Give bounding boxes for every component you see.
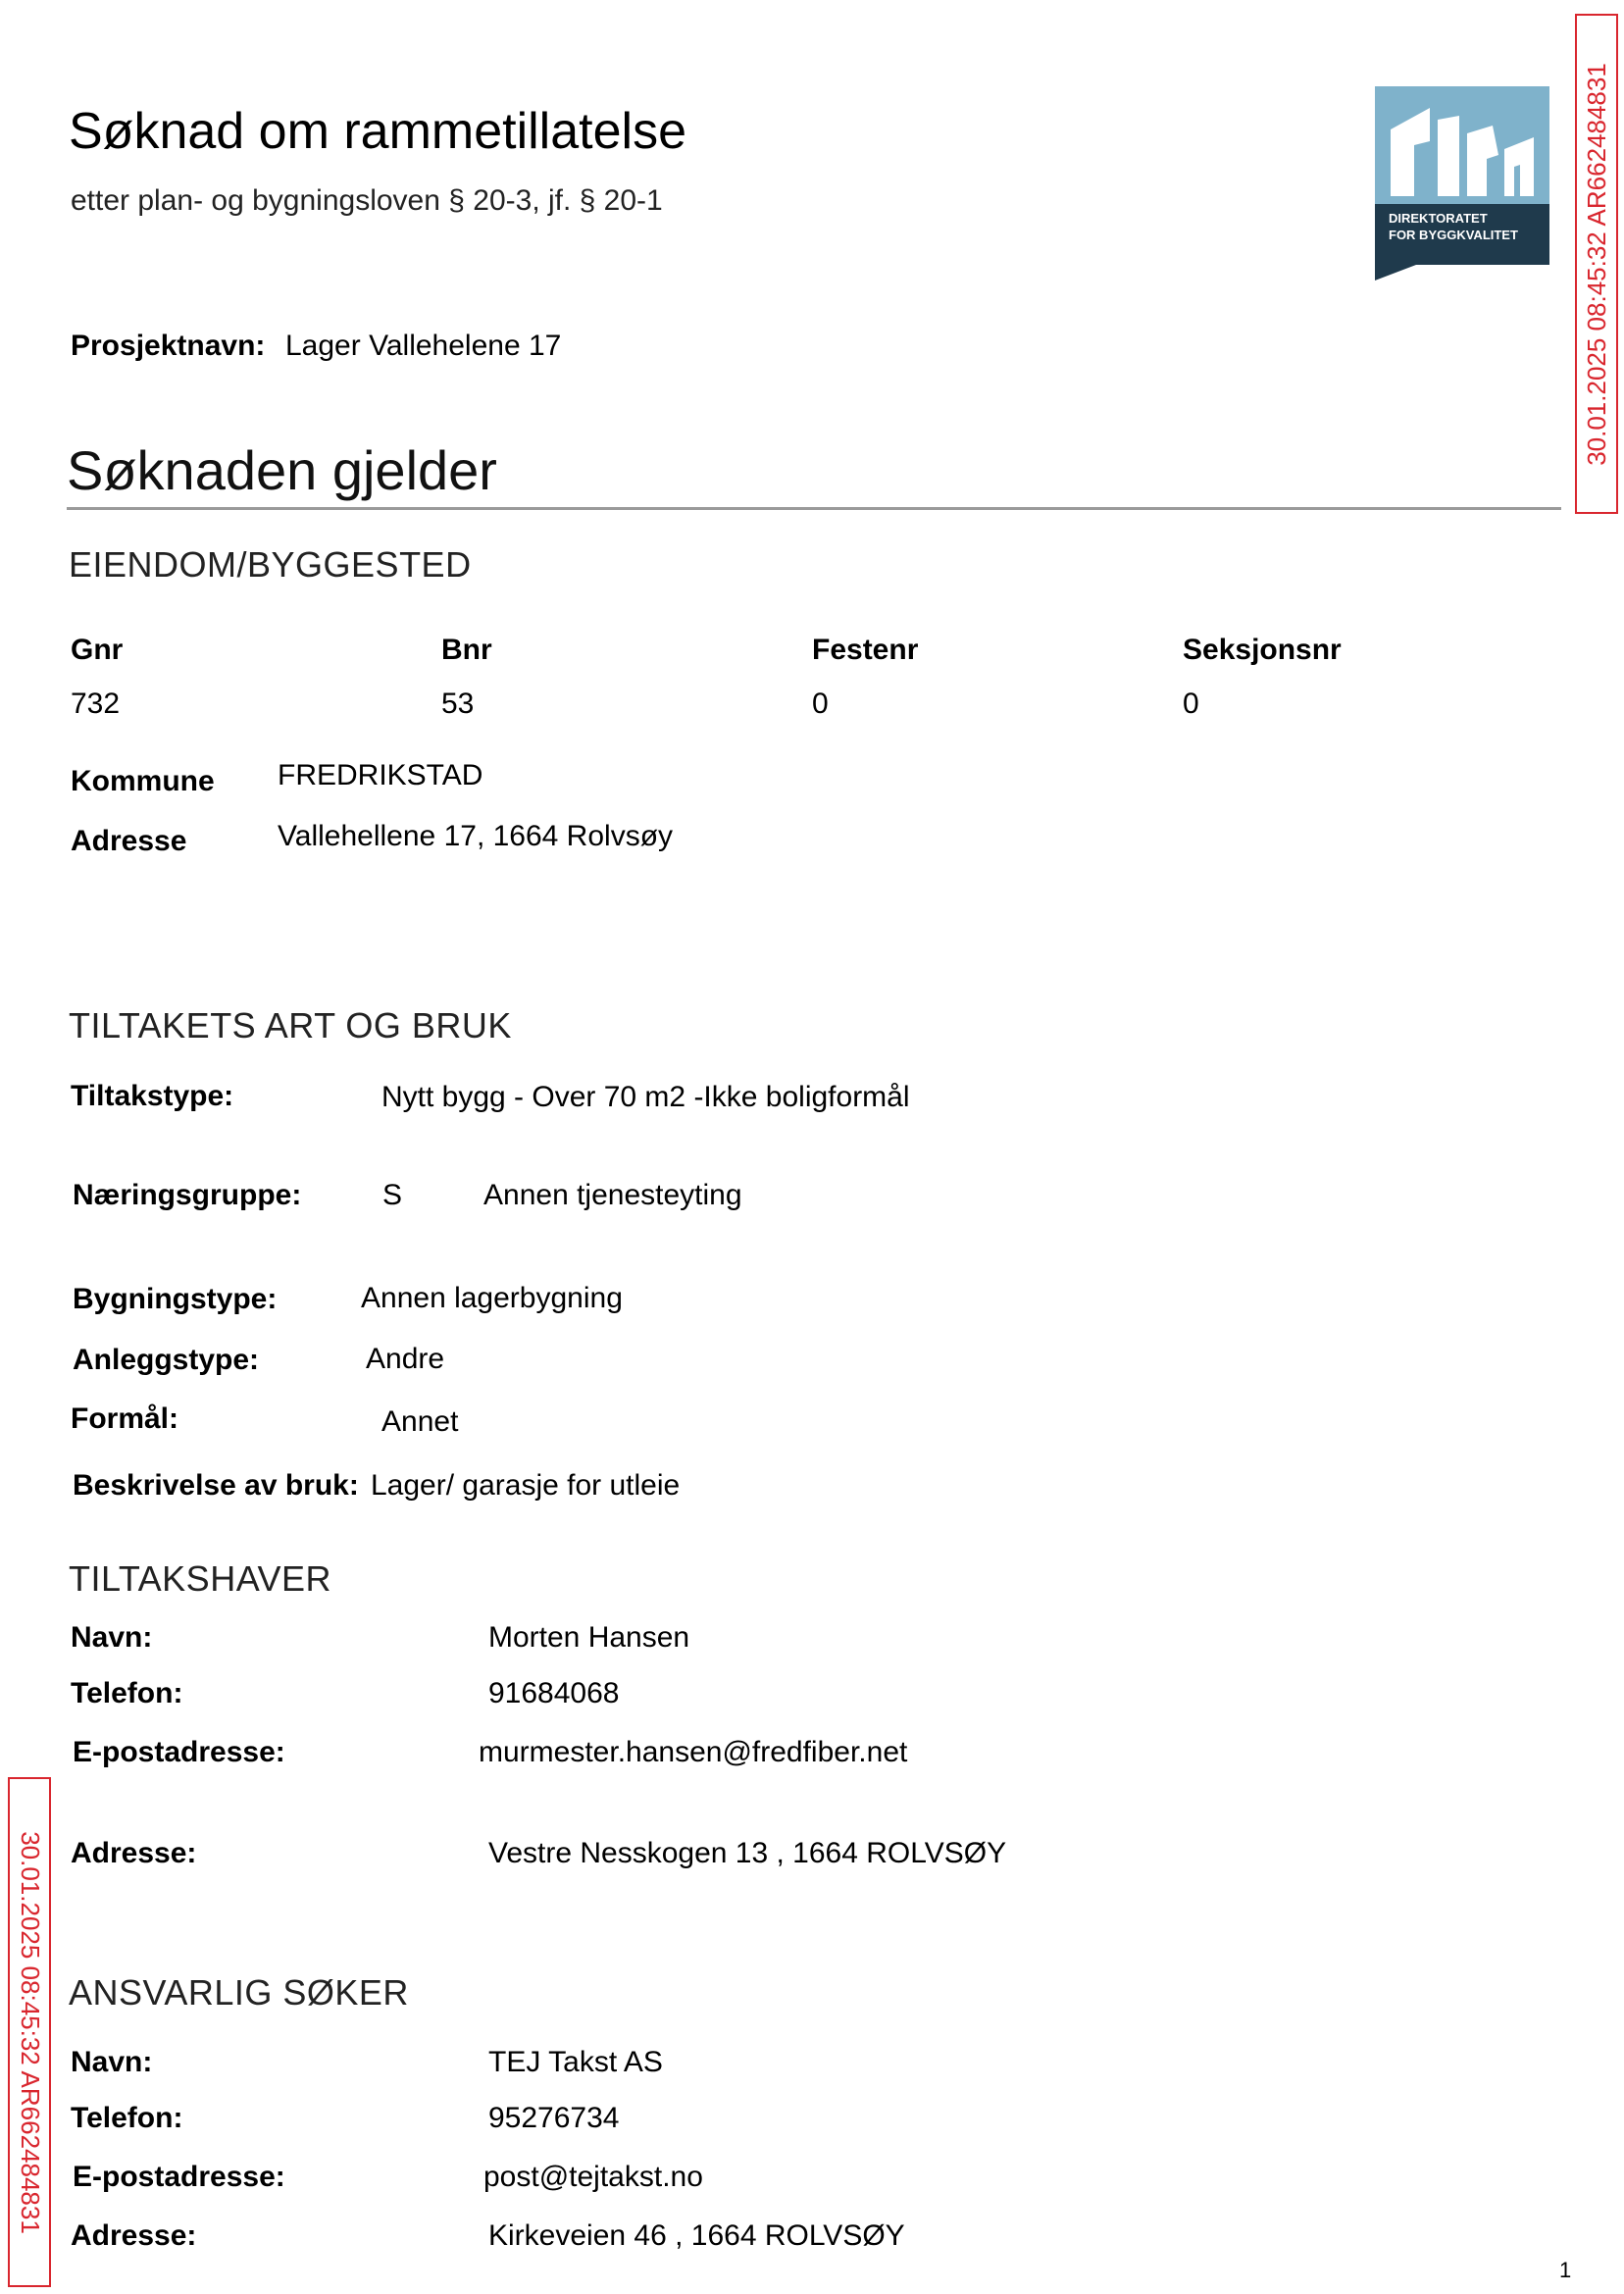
tiltakshaver-epost-value: murmester.hansen@fredfiber.net <box>479 1736 908 1768</box>
formal-label: Formål: <box>71 1402 179 1435</box>
soker-telefon-value: 95276734 <box>488 2102 620 2134</box>
naeringsgruppe-label: Næringsgruppe: <box>73 1179 302 1211</box>
dibk-logo <box>1375 86 1549 277</box>
logo-building-mark <box>1375 86 1549 204</box>
tiltakshaver-telefon-label: Telefon: <box>71 1677 183 1709</box>
soker-adresse-value: Kirkeveien 46 , 1664 ROLVSØY <box>488 2219 905 2252</box>
adresse-value: Vallehellene 17, 1664 Rolvsøy <box>278 820 674 852</box>
adresse-label: Adresse <box>71 825 187 857</box>
page-number: 1 <box>1559 2258 1572 2282</box>
kommune-label: Kommune <box>71 765 215 797</box>
building-icon <box>1375 86 1549 204</box>
tiltakstype-value: Nytt bygg - Over 70 m2 -Ikke boligformål <box>381 1081 910 1113</box>
timestamp-stamp-left: 30.01.2025 08:45:32 AR662484831 <box>8 1777 51 2287</box>
section-title: Søknaden gjelder <box>67 439 497 501</box>
festenr-label: Festenr <box>812 634 919 666</box>
formal-value: Annet <box>381 1405 459 1438</box>
naeringsgruppe-code: S <box>382 1179 403 1211</box>
tiltakshaver-heading: TILTAKSHAVER <box>69 1558 332 1599</box>
logo-wordmark: DIREKTORATET FOR BYGGKVALITET <box>1389 211 1518 242</box>
tiltakshaver-adresse-value: Vestre Nesskogen 13 , 1664 ROLVSØY <box>488 1837 1007 1869</box>
section-divider <box>67 507 1561 510</box>
document-title: Søknad om rammetillatelse <box>69 103 686 160</box>
soker-epost-label: E-postadresse: <box>73 2161 285 2193</box>
soker-navn-value: TEJ Takst AS <box>488 2046 663 2078</box>
soker-adresse-label: Adresse: <box>71 2219 197 2252</box>
gnr-label: Gnr <box>71 634 124 666</box>
project-value: Lager Vallehelene 17 <box>285 330 562 362</box>
kommune-value: FREDRIKSTAD <box>278 759 483 791</box>
tiltakshaver-telefon-value: 91684068 <box>488 1677 620 1709</box>
ansvarlig-soker-heading: ANSVARLIG SØKER <box>69 1972 409 2013</box>
logo-flag-tail <box>1375 265 1416 280</box>
soker-epost-value: post@tejtakst.no <box>483 2161 703 2193</box>
beskrivelse-value: Lager/ garasje for utleie <box>371 1469 681 1502</box>
bygningstype-label: Bygningstype: <box>73 1283 278 1315</box>
festenr-value: 0 <box>812 688 829 720</box>
tiltakshaver-navn-label: Navn: <box>71 1621 153 1654</box>
soker-navn-label: Navn: <box>71 2046 153 2078</box>
document-subtitle: etter plan- og bygningsloven § 20-3, jf. § 20-1 <box>71 184 663 217</box>
bygningstype-value: Annen lagerbygning <box>361 1282 623 1314</box>
seksjonsnr-label: Seksjonsnr <box>1183 634 1342 666</box>
anleggstype-label: Anleggstype: <box>73 1344 260 1376</box>
gnr-value: 732 <box>71 688 121 720</box>
seksjonsnr-value: 0 <box>1183 688 1199 720</box>
soker-telefon-label: Telefon: <box>71 2102 183 2134</box>
tiltakshaver-navn-value: Morten Hansen <box>488 1621 690 1654</box>
bnr-value: 53 <box>441 688 475 720</box>
project-label: Prosjektnavn: <box>71 330 266 362</box>
bnr-label: Bnr <box>441 634 492 666</box>
eiendom-heading: EIENDOM/BYGGESTED <box>69 544 472 585</box>
tiltakshaver-epost-label: E-postadresse: <box>73 1736 285 1768</box>
tiltak-heading: TILTAKETS ART OG BRUK <box>69 1005 512 1045</box>
timestamp-stamp-right: 30.01.2025 08:45:32 AR662484831 <box>1575 14 1618 514</box>
naeringsgruppe-value: Annen tjenesteyting <box>483 1179 742 1211</box>
tiltakstype-label: Tiltakstype: <box>71 1080 234 1112</box>
tiltakshaver-adresse-label: Adresse: <box>71 1837 197 1869</box>
beskrivelse-label: Beskrivelse av bruk: <box>73 1469 359 1502</box>
anleggstype-value: Andre <box>366 1343 445 1375</box>
